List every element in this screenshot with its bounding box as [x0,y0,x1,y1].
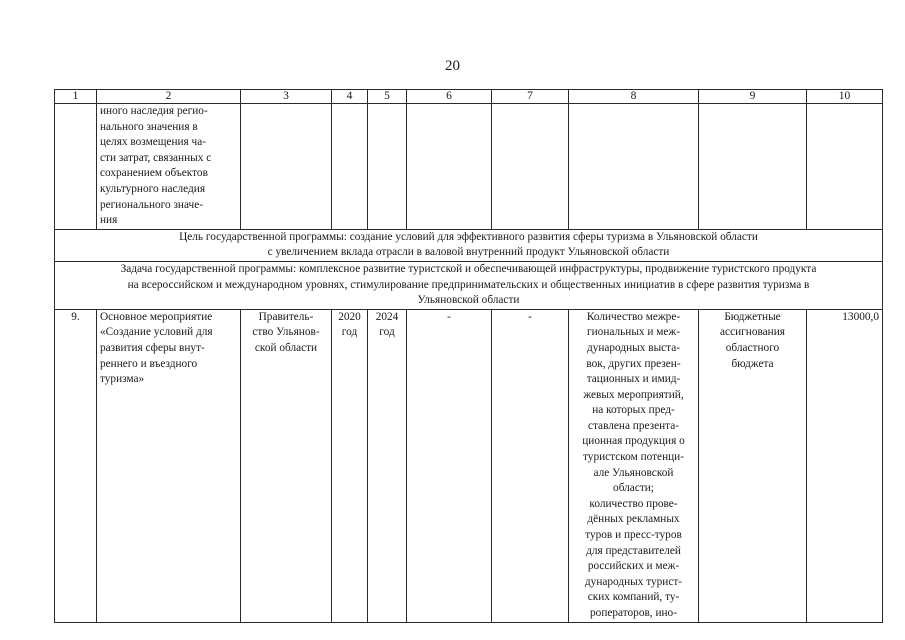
end-year: 2024 год [368,309,407,622]
column-number: 3 [241,90,332,104]
funding-amount: 13000,0 [807,309,883,622]
column-number: 6 [407,90,492,104]
column-number: 2 [97,90,241,104]
column-number: 7 [492,90,569,104]
table-row [55,309,883,622]
funding-source: Бюджетные ассигнования областного бюджета [699,309,807,622]
column-number: 1 [55,90,97,104]
col6-value: - [407,309,492,622]
start-year: 2020 год [332,309,368,622]
continuation-text: иного наследия регио- нального значения в целях возмещения ча- сти затрат, связанных с сохранением объектов культурного наследия регионального значе- ния [97,104,241,230]
col7-value: - [492,309,569,622]
column-number: 10 [807,90,883,104]
program-goal: Цель государственной программы: создание условий для эффективного развития сферы туризма в Ульяновской области с увеличением вклада отрасли в валовой внутренний продукт Ульяновской области [55,229,883,261]
page-number: 20 [445,58,460,74]
column-number-row [55,90,883,104]
item-name: Основное мероприятие «Создание условий для развития сферы внут- реннего и въездного туризма» [97,309,241,622]
item-indicators: Количество межре- гиональных и меж- дународных выста- вок, других презен- тационных и имид- жевых мероприятий, на которых пред- ставлена презента- ционная продукция о туристском потенци- але Ульяновской области; количество прове- дённых рекламных туров и пресс-туров для представителей российских и меж- дународных турист- ских компаний, ту- роператоров, ино- [569,309,699,622]
goal-row [55,229,883,261]
item-executor: Правитель- ство Ульянов- ской области [241,309,332,622]
task-row [55,261,883,309]
column-number: 4 [332,90,368,104]
item-number: 9. [55,309,97,622]
column-number: 9 [699,90,807,104]
column-number: 8 [569,90,699,104]
column-number: 5 [368,90,407,104]
continuation-row [55,104,883,230]
program-table [54,89,883,623]
program-task: Задача государственной программы: комплексное развитие туристской и обеспечивающей инфраструктуры, продвижение туристского продукта на всероссийском и международном уровнях, стимулирование предпринимательских и общественных инициатив в сфере развития туризма в Ульяновской области [55,261,883,309]
